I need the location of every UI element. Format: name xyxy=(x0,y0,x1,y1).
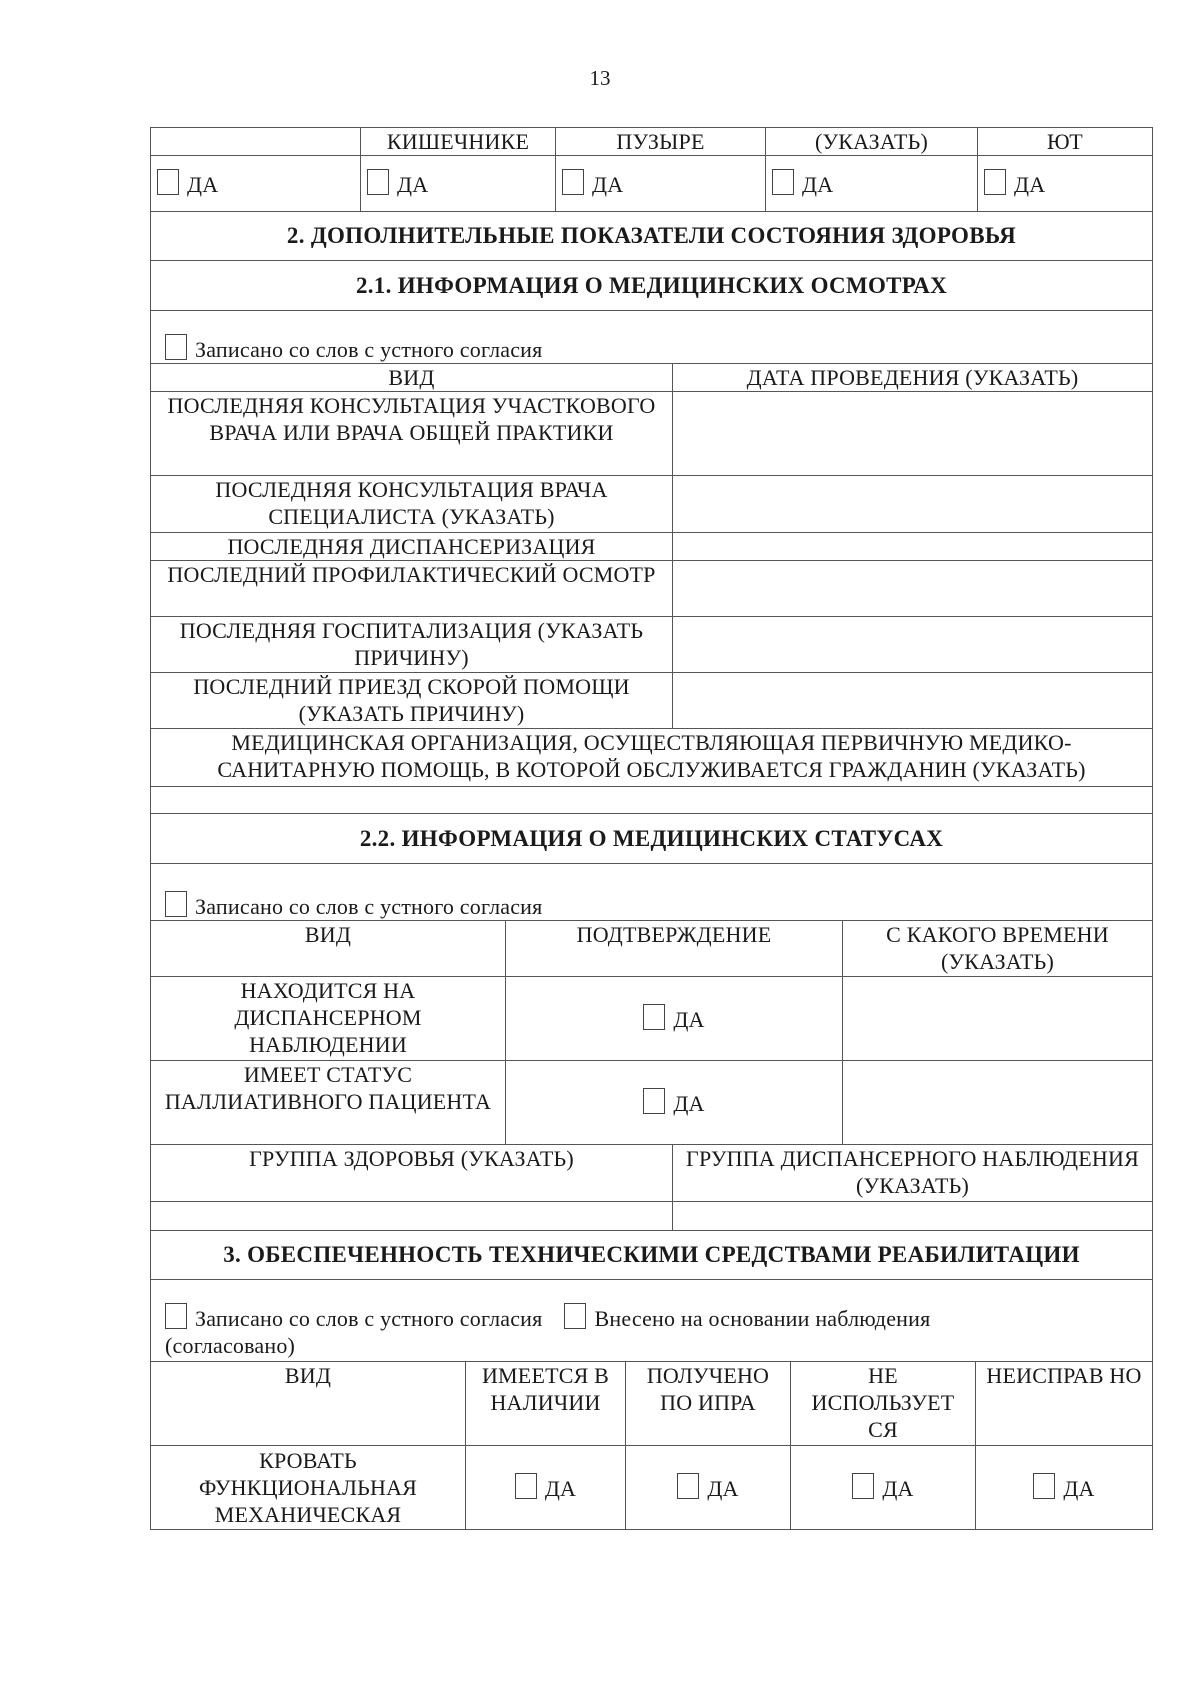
status-since-input[interactable] xyxy=(843,1061,1153,1145)
col-broken-header: НЕИСПРАВ НО xyxy=(976,1362,1153,1446)
checkbox[interactable] xyxy=(367,169,389,195)
aid-broken-cell xyxy=(976,1446,1153,1530)
health-group-input[interactable] xyxy=(151,1201,673,1230)
col-type-header: ВИД xyxy=(151,921,506,977)
aid-not-used-cell xyxy=(791,1446,976,1530)
col-not-used-header: НЕ ИСПОЛЬЗУЕТ СЯ xyxy=(791,1362,976,1446)
form-sheet xyxy=(150,127,1152,1530)
exam-row-label: ПОСЛЕДНИЙ ПРОФИЛАКТИЧЕСКИЙ ОСМОТР xyxy=(151,560,673,616)
col-type-header: ВИД xyxy=(151,363,673,391)
col-type-header: ВИД xyxy=(151,1362,466,1446)
status-label: ИМЕЕТ СТАТУС ПАЛЛИАТИВНОГО ПАЦИЕНТА xyxy=(151,1061,506,1145)
checkbox[interactable] xyxy=(564,1303,586,1329)
col-available-header: ИМЕЕТСЯ В НАЛИЧИИ xyxy=(466,1362,626,1446)
disp-group-label: ГРУППА ДИСПАНСЕРНОГО НАБЛЮДЕНИЯ (УКАЗАТЬ) xyxy=(673,1145,1153,1201)
exam-row-label: ПОСЛЕДНЯЯ ДИСПАНСЕРИЗАЦИЯ xyxy=(151,532,673,560)
medical-org-label: МЕДИЦИНСКАЯ ОРГАНИЗАЦИЯ, ОСУЩЕСТВЛЯЮЩАЯ ПЕРВИЧНУЮ МЕДИКО-САНИТАРНУЮ ПОМОЩЬ, В КОТОРОЙ ОБСЛУЖИВАЕТСЯ ГРАЖДАНИН (УКАЗАТЬ) xyxy=(151,728,1153,786)
section-2-1-table xyxy=(150,212,1153,814)
section-3-table xyxy=(150,1231,1153,1531)
section-2-1-title: 2.1. ИНФОРМАЦИЯ О МЕДИЦИНСКИХ ОСМОТРАХ xyxy=(151,260,1153,310)
exam-date-input[interactable] xyxy=(673,672,1153,728)
consent-label: Записано со слов с устного согласия xyxy=(195,894,543,919)
yes-label: ДА xyxy=(1063,1476,1095,1501)
checkbox[interactable] xyxy=(643,1004,665,1030)
yes-label: ДА xyxy=(882,1476,914,1501)
yes-label: ДА xyxy=(673,1007,705,1032)
section-3-title: 3. ОБЕСПЕЧЕННОСТЬ ТЕХНИЧЕСКИМИ СРЕДСТВАМИ РЕАБИЛИТАЦИИ xyxy=(151,1231,1153,1280)
checkbox[interactable] xyxy=(643,1088,665,1114)
top-yes-cell xyxy=(361,156,556,212)
top-yes-cell xyxy=(556,156,766,212)
aid-received-cell xyxy=(626,1446,791,1530)
status-confirm-cell xyxy=(506,977,843,1061)
exam-row-label: ПОСЛЕДНЯЯ ГОСПИТАЛИЗАЦИЯ (УКАЗАТЬ ПРИЧИНУ) xyxy=(151,616,673,672)
yes-label: ДА xyxy=(673,1091,705,1116)
checkbox[interactable] xyxy=(515,1473,537,1499)
health-group-label: ГРУППА ЗДОРОВЬЯ (УКАЗАТЬ) xyxy=(151,1145,673,1201)
consent-row xyxy=(151,864,1153,921)
checkbox[interactable] xyxy=(852,1473,874,1499)
section-2-title: 2. ДОПОЛНИТЕЛЬНЫЕ ПОКАЗАТЕЛИ СОСТОЯНИЯ ЗДОРОВЬЯ xyxy=(151,212,1153,260)
yes-label: ДА xyxy=(802,172,834,197)
exam-row-label: ПОСЛЕДНИЙ ПРИЕЗД СКОРОЙ ПОМОЩИ (УКАЗАТЬ ПРИЧИНУ) xyxy=(151,672,673,728)
exam-row-label: ПОСЛЕДНЯЯ КОНСУЛЬТАЦИЯ УЧАСТКОВОГО ВРАЧА ИЛИ ВРАЧА ОБЩЕЙ ПРАКТИКИ xyxy=(151,391,673,475)
consent-row xyxy=(151,1280,1153,1362)
groups-table xyxy=(150,1145,1153,1231)
col-received-header: ПОЛУЧЕНО ПО ИПРА xyxy=(626,1362,791,1446)
status-since-input[interactable] xyxy=(843,977,1153,1061)
yes-label: ДА xyxy=(397,172,429,197)
top-yes-cell xyxy=(978,156,1153,212)
top-header-3: (УКАЗАТЬ) xyxy=(766,128,978,156)
status-confirm-cell xyxy=(506,1061,843,1145)
consent-tail: (согласовано) xyxy=(165,1333,296,1358)
section-2-2-title: 2.2. ИНФОРМАЦИЯ О МЕДИЦИНСКИХ СТАТУСАХ xyxy=(151,814,1153,864)
exam-date-input[interactable] xyxy=(673,560,1153,616)
col-confirm-header: ПОДТВЕРЖДЕНИЕ xyxy=(506,921,843,977)
aid-label: КРОВАТЬ ФУНКЦИОНАЛЬНАЯ МЕХАНИЧЕСКАЯ xyxy=(151,1446,466,1530)
yes-label: ДА xyxy=(1014,172,1046,197)
checkbox[interactable] xyxy=(562,169,584,195)
exam-date-input[interactable] xyxy=(673,616,1153,672)
consent-row xyxy=(151,310,1153,363)
checkbox[interactable] xyxy=(165,891,187,917)
page-number: 13 xyxy=(589,66,611,90)
exam-date-input[interactable] xyxy=(673,532,1153,560)
top-table xyxy=(150,127,1153,212)
consent-label: Записано со слов с устного согласия xyxy=(195,336,543,362)
medical-org-input[interactable] xyxy=(151,786,1153,813)
checkbox[interactable] xyxy=(677,1473,699,1499)
top-header-4: ЮТ xyxy=(978,128,1153,156)
yes-label: ДА xyxy=(544,1476,577,1501)
top-header-2: ПУЗЫРЕ xyxy=(556,128,766,156)
checkbox[interactable] xyxy=(1033,1473,1055,1499)
top-header-0 xyxy=(151,128,361,156)
col-date-header: ДАТА ПРОВЕДЕНИЯ (УКАЗАТЬ) xyxy=(673,363,1153,391)
observation-label: Внесено на основании наблюдения xyxy=(594,1306,931,1331)
exam-date-input[interactable] xyxy=(673,475,1153,532)
exam-date-input[interactable] xyxy=(673,391,1153,475)
yes-label: ДА xyxy=(707,1476,739,1501)
section-2-2-table xyxy=(150,814,1153,1146)
status-label: НАХОДИТСЯ НА ДИСПАНСЕРНОМ НАБЛЮДЕНИИ xyxy=(151,977,506,1061)
consent-label: Записано со слов с устного согласия xyxy=(195,1306,543,1331)
checkbox[interactable] xyxy=(157,169,179,195)
exam-row-label: ПОСЛЕДНЯЯ КОНСУЛЬТАЦИЯ ВРАЧА СПЕЦИАЛИСТА (УКАЗАТЬ) xyxy=(151,475,673,532)
yes-label: ДА xyxy=(592,172,624,197)
top-yes-cell xyxy=(766,156,978,212)
top-yes-cell xyxy=(151,156,361,212)
yes-label: ДА xyxy=(187,172,219,197)
checkbox[interactable] xyxy=(165,334,187,360)
checkbox[interactable] xyxy=(772,169,794,195)
col-since-header: С КАКОГО ВРЕМЕНИ (УКАЗАТЬ) xyxy=(843,921,1153,977)
aid-available-cell xyxy=(466,1446,626,1530)
checkbox[interactable] xyxy=(165,1303,187,1329)
top-header-1: КИШЕЧНИКЕ xyxy=(361,128,556,156)
disp-group-input[interactable] xyxy=(673,1201,1153,1230)
checkbox[interactable] xyxy=(984,169,1006,195)
